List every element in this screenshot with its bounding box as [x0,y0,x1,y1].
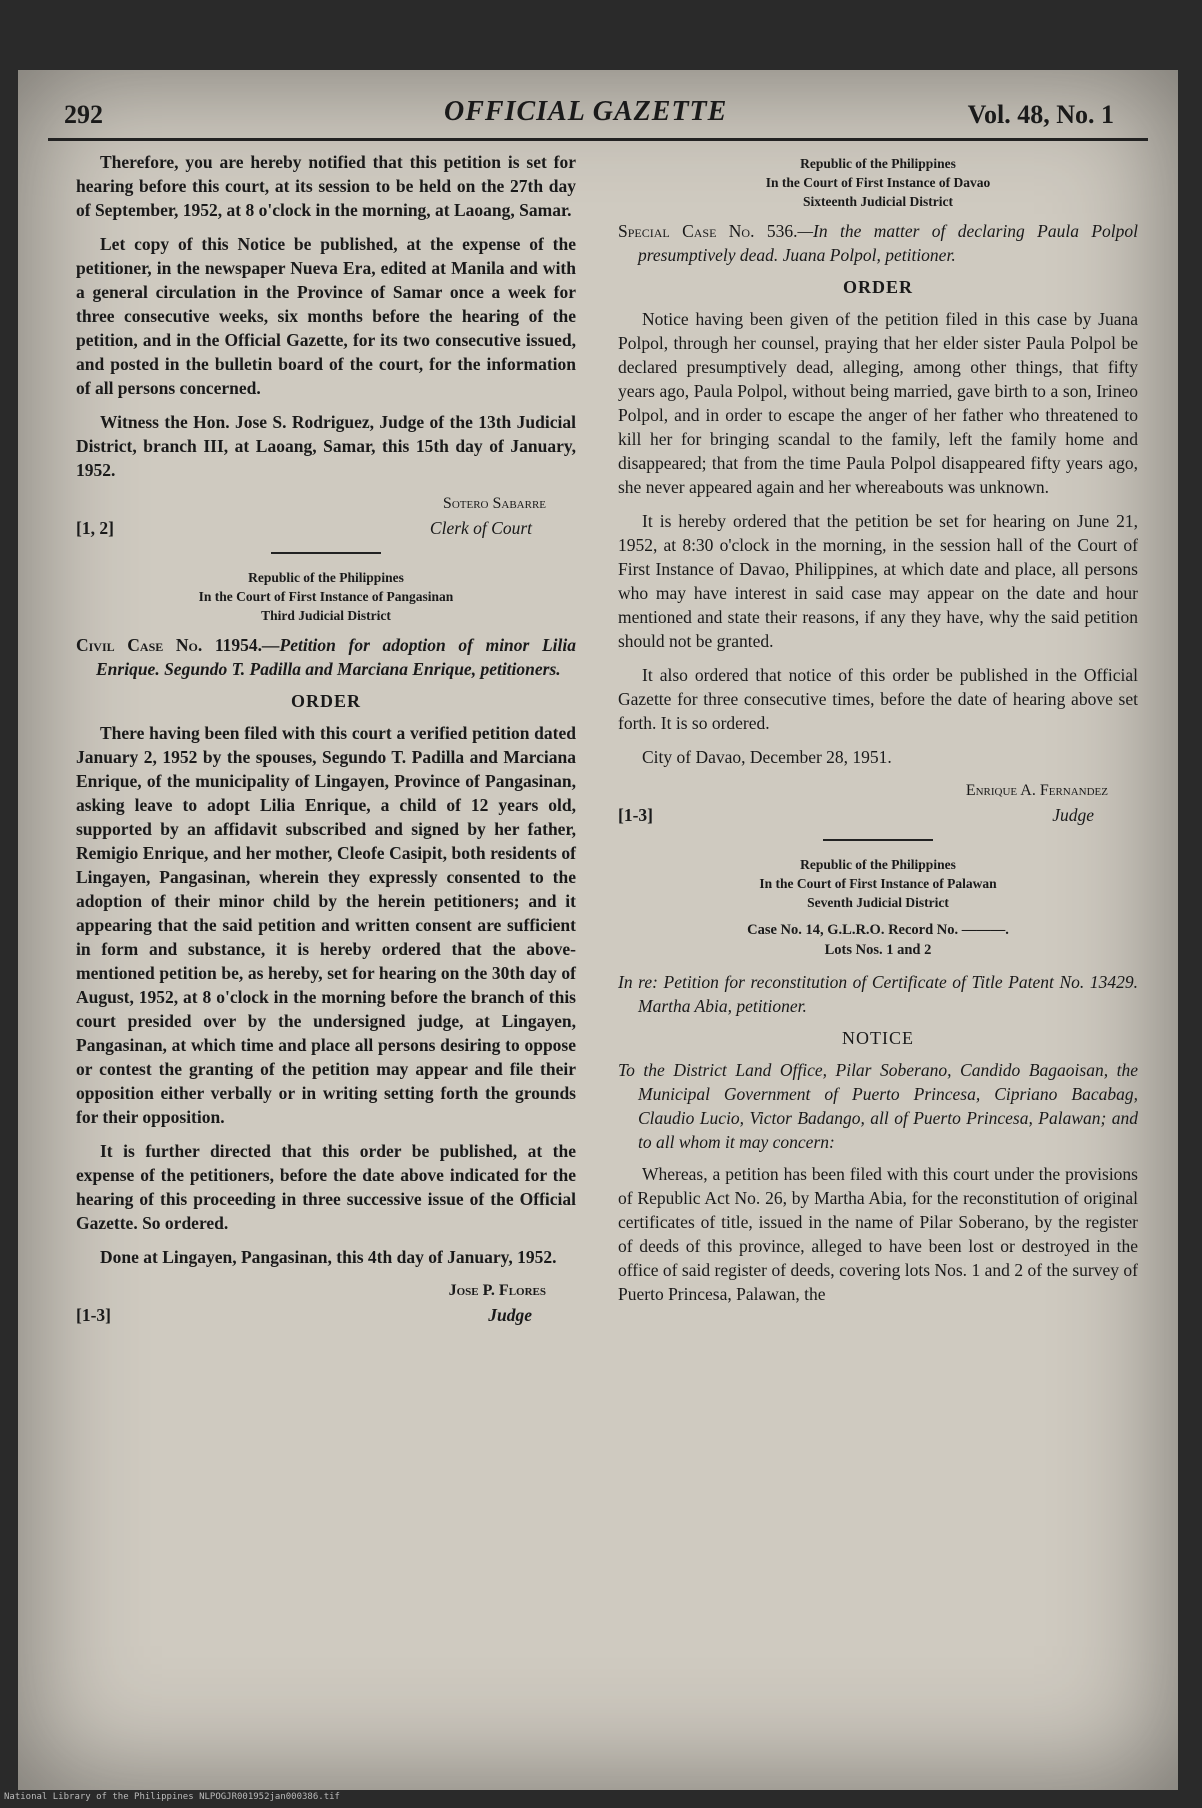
issue-reference: [1-3] [618,805,653,825]
signature-block [76,492,576,544]
case-label: Special Case No. 536. [618,221,798,241]
court-line: Sixteenth Judicial District [803,194,953,209]
case-description: Petition for reconstitution of Certificate of Title Patent No. 13429. Martha Abia, petitioner. [638,972,1138,1016]
order-paragraph: Notice having been given of the petition filed in this case by Juana Polpol, through her counsel, praying that her elder sister Paula Polpol be declared presumptively dead, alleging, among other things, that fifty years ago, Paula Polpol, without being married, gave birth to a son, Irineo Polpol, and in order to escape the anger of her father who threatened to kill her for bringing scandal to the family, left the family home and disappeared; that from the time Paula Polpol disappeared fifty years ago, she never appeared again and her whereabouts was unknown. [618,309,1138,497]
page-header [44,90,1144,140]
notice-addressees: To the District Land Office, Pilar Soberano, Candido Bagaoisan, the Municipal Government of Puerto Princesa, Cipriano Bacabag, Claudio Lucio, Victor Badango, all of Puerto Princesa, Palawan; and to all whom it may concern: [618,1060,1138,1152]
publication-title: OFFICIAL GAZETTE [444,96,728,127]
court-line: Seventh Judicial District [807,895,949,910]
notice-paragraph: Therefore, you are hereby notified that this petition is set for hearing before this court, at its session to be held on the 27th day of September, 1952, at 8 o'clock in the morning, at Laoang, Samar. [76,152,576,220]
issue-reference: [1, 2] [76,518,114,538]
court-line: In the Court of First Instance of Palawan [759,876,997,891]
court-line: Third Judicial District [261,608,391,623]
signatory-role: Judge [1052,805,1094,825]
volume-number: Vol. 48, No. 1 [967,100,1114,129]
court-line: Republic of the Philippines [800,156,956,171]
left-column [76,150,576,1339]
header-rule [48,138,1148,141]
case-title [618,970,1138,1018]
order-paragraph: It is further directed that this order be published, at the expense of the petitioners, before the date above indicated for the hearing of this proceeding in three successive issue of the Official Gazette. So ordered. [76,1141,576,1233]
case-title [76,633,576,681]
order-paragraph: It also ordered that notice of this order be published in the Official Gazette for three consecutive times, before the date of hearing above set forth. It is so ordered. [618,665,1138,733]
court-line: In the Court of First Instance of Davao [765,175,991,190]
case-title [618,219,1138,267]
order-heading: ORDER [842,277,913,297]
notice-heading: NOTICE [842,1028,914,1048]
court-line: In the Court of First Instance of Pangasinan [198,589,454,604]
order-paragraph: City of Davao, December 28, 1951. [642,747,892,767]
order-paragraph: It is hereby ordered that the petition be set for hearing on June 21, 1952, at 8:30 o'clock in the morning, in the session hall of the Court of First Instance of Davao, Philippines, at which date and place, all persons who may have interest in said case may appear on the date and hour mentioned and state their reasons, if any they have, why the said petition should not be granted. [618,511,1138,651]
record-line: Lots Nos. 1 and 2 [824,942,932,958]
notice-paragraph: Witness the Hon. Jose S. Rodriguez, Judge of the 13th Judicial District, branch III, at Laoang, Samar, this 15th day of January, 1952. [76,412,576,480]
right-column [618,150,1138,1316]
section-divider [271,552,381,554]
signature-block [76,1279,576,1331]
signatory-name: Jose P. Flores [448,1282,546,1299]
signature-block [618,779,1138,831]
case-label: Civil Case No. 11954. [76,635,263,655]
issue-reference: [1-3] [76,1305,111,1325]
order-paragraph: Done at Lingayen, Pangasinan, this 4th day of January, 1952. [100,1247,557,1267]
court-line: Republic of the Philippines [800,857,956,872]
order-heading: ORDER [290,691,361,711]
section-divider [823,839,933,841]
case-label: In re: [618,972,658,992]
signatory-role: Clerk of Court [429,518,532,538]
order-paragraph: There having been filed with this court a verified petition dated January 2, 1952 by the spouses, Segundo T. Padilla and Marciana Enrique, of the municipality of Lingayen, Province of Pangasinan, asking leave to adopt Lilia Enrique, a child of 12 years old, supported by an affidavit subscribed and signed by her father, Remigio Enrique, and her mother, Cleofe Casipit, both residents of Lingayen, Pangasinan, wherein they expressly consented to the adoption of their minor child by the herein petitioners; and it appearing that the said petition and written consent are sufficient in form and substance, it is hereby ordered that the above-mentioned petition be, as hereby, set for hearing on the 30th day of August, 1952, at 8 o'clock in the morning before the branch of this court presided over by the undersigned judge, at Lingayen, Pangasinan, at which time and place all persons desiring to oppose or contest the granting of the petition may appear and file their opposition either verbally or in writing setting forth the grounds for their opposition. [76,723,576,1127]
court-heading [618,855,1138,912]
gazette-page [18,70,1178,1790]
scan-footer: National Library of the Philippines NLPOGJR001952jan000386.tif [4,1792,340,1802]
signatory-role: Judge [488,1305,532,1325]
page-number: 292 [64,100,103,129]
signatory-name: Enrique A. Fernandez [965,782,1108,799]
notice-paragraph: Let copy of this Notice be published, at the expense of the petitioner, in the newspaper Nueva Era, edited at Manila and with a general circulation in the Province of Samar once a week for three consecutive weeks, six months before the hearing of the petition, and in the Official Gazette, for its two consecutive issued, and posted in the bulletin board of the court, for the information of all persons concerned. [76,234,576,398]
court-line: Republic of the Philippines [248,570,404,585]
signatory-name: Sotero Sabarre [442,495,546,512]
notice-paragraph: Whereas, a petition has been filed with this court under the provisions of Republic Act No. 26, by Martha Abia, for the reconstitution of original certificates of title, issued in the name of Pilar Soberano, by the register of deeds of this province, alleged to have been lost or destroyed in the office of said register of deeds, covering lots Nos. 1 and 2 of the survey of Puerto Princesa, Palawan, the [618,1164,1138,1304]
record-line: Case No. 14, G.L.R.O. Record No. ———. [747,922,1009,938]
court-heading [76,568,576,625]
case-record [618,920,1138,960]
case-description: —Petition for adoption of minor Lilia Enrique. Segundo T. Padilla and Marciana Enrique, petitioners. [96,635,576,679]
case-description: —In the matter of declaring Paula Polpol presumptively dead. Juana Polpol, petitioner. [638,221,1138,265]
court-heading [618,154,1138,211]
